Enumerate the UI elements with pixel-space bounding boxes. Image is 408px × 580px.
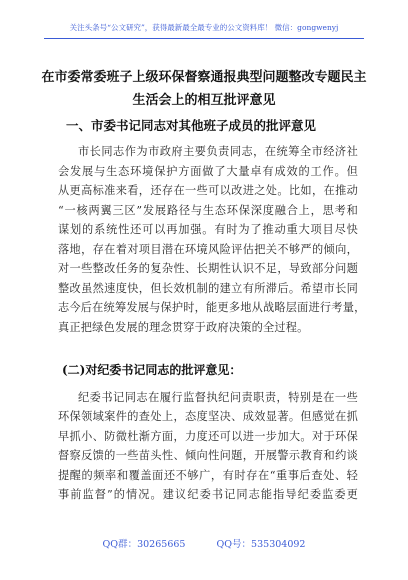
document-title-line-2: 生活会上的相互批评意见 [132, 93, 276, 108]
paragraph-line: 志今后在统筹发展与保护时，能更多地从战略层面进行考量， [58, 301, 366, 314]
paragraph-line: 谋划的系统性还可以再加强。有时为了推动重大项目尽快 [58, 223, 358, 236]
paragraph-line: 整改虽然速度快，但长效机制的建立有所滞后。希望市长同 [58, 282, 358, 295]
paragraph-line: 真正把绿色发展的理念贯穿于政府决策的全过程。 [58, 321, 309, 334]
paragraph-line: 会发展与生态环境保护方面做了大量卓有成效的工作。但 [58, 165, 358, 178]
section-2-heading: (二)对纪委书记同志的批评意见： [62, 363, 242, 377]
paragraph-line: 市长同志作为市政府主要负责同志，在统筹全市经济社 [78, 145, 358, 158]
header-divider [44, 38, 364, 39]
paragraph-line: 环保领域案件的查处上，态度坚决、成效显著。但感觉在抓 [58, 410, 358, 423]
footer-qq-number: QQ号：535304092 [216, 539, 306, 550]
section-1-heading: 一、市委书记同志对其他班子成员的批评意见 [66, 118, 317, 133]
paragraph-line: 早抓小、防微杜渐方面，力度还可以进一步加大。对于环保 [58, 430, 358, 443]
paragraph-line: 提醒的频率和覆盖面还不够广，有时存在“重事后查处、轻 [58, 469, 358, 482]
footer-contact [0, 536, 408, 550]
paragraph-line: 事前监督”的情况。建议纪委书记同志能指导纪委监委更 [58, 488, 358, 501]
footer-qq-group: QQ群：30265665 [102, 539, 186, 550]
paragraph-line: 落地，存在着对项目潜在环境风险评估把关不够严的倾向， [58, 243, 358, 256]
paragraph-line: 纪委书记同志在履行监督执纪问责职责，特别是在一些 [78, 391, 358, 404]
paragraph-line: 从更高标准来看，还存在一些可以改进之处。比如，在推动 [58, 184, 358, 197]
paragraph-line: 对一些整改任务的复杂性、长期性认识不足，导致部分问题 [58, 262, 358, 275]
header-note: 关注头条号“公文研究”，获得最新最全最专业的公文资料库！ 微信：gongwenyj [69, 23, 339, 32]
document-title-line-1: 在市委常委班子上级环保督察通报典型问题整改专题民主 [41, 70, 367, 85]
paragraph-line: “一核两翼三区”发展路径与生态环保深度融合上，思考和 [58, 204, 358, 217]
paragraph-line: 督察反馈的一些苗头性、倾向性问题，开展警示教育和约谈 [58, 449, 358, 462]
